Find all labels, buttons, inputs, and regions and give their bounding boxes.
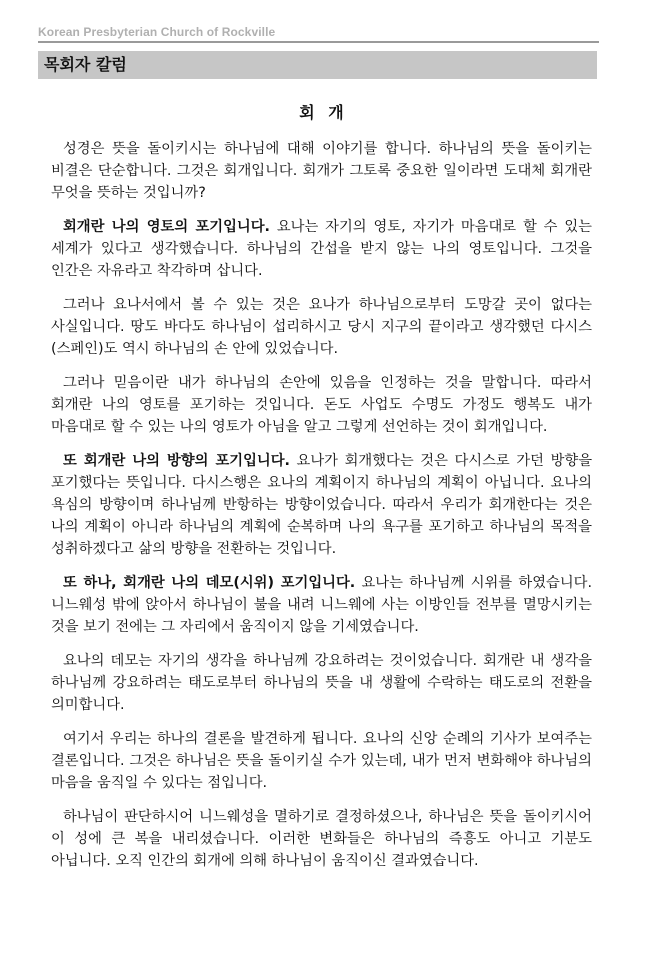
church-name: Korean Presbyterian Church of Rockville	[38, 25, 276, 39]
paragraph	[51, 138, 592, 204]
paragraph	[51, 372, 592, 438]
paragraph-text: 요나가 회개했다는 것은 다시스로 가던 방향을 포기했다는 뜻입니다. 다시스행은 요나의 계획이지 하나님의 계획이 아닙니다. 요나의 욕심의 방향이며 하나님께 반항하는 방향이었습니다. 따라서 우리가 회개한다는 것은 나의 계획이 아니라 하나님의 계획에 순복하며 나의 욕구를 포기하고 하나님의 목적을 성취하겠다고 삶의 방향을 전환하는 것입니다.	[51, 453, 592, 557]
paragraph-text: 요나는 자기의 영토, 자기가 마음대로 할 수 있는 세계가 있다고 생각했습니다. 하나님의 간섭을 받지 않는 나의 영토입니다. 그것을 인간은 자유라고 착각하며 삽니다.	[51, 219, 592, 279]
article-body	[51, 138, 592, 884]
paragraph	[51, 806, 592, 872]
paragraph-text: 하나님이 판단하시어 니느웨성을 멸하기로 결정하셨으나, 하나님은 뜻을 돌이키시어 이 성에 큰 복을 내리셨습니다. 이러한 변화들은 하나님의 즉흥도 아니고 기분도 아닙니다. 오직 인간의 회개에 의해 하나님이 움직이신 결과였습니다.	[51, 809, 592, 869]
article-title: 회 개	[299, 103, 348, 122]
paragraph-text: 여기서 우리는 하나의 결론을 발견하게 됩니다. 요나의 신앙 순례의 기사가 보여주는 결론입니다. 그것은 하나님은 뜻을 돌이키실 수가 있는데, 내가 먼저 변화해야 하나님의 마음을 움직일 수 있다는 점입니다.	[51, 731, 592, 791]
paragraph-text: 그러나 믿음이란 내가 하나님의 손안에 있음을 인정하는 것을 말합니다. 따라서 회개란 나의 영토를 포기하는 것입니다. 돈도 사업도 수명도 가정도 행복도 내가 마음대로 할 수 있는 나의 영토가 아님을 알고 그렇게 선언하는 것이 회개입니다.	[51, 375, 592, 435]
paragraph-lead: 또 하나, 회개란 나의 데모(시위) 포기입니다.	[63, 575, 356, 591]
paragraph	[51, 450, 592, 560]
section-header	[38, 51, 597, 79]
paragraph-text: 그러나 요나서에서 볼 수 있는 것은 요나가 하나님으로부터 도망갈 곳이 없다는 사실입니다. 땅도 바다도 하나님이 섭리하시고 당시 지구의 끝이라고 생각했던 다시스(스페인)도 역시 하나님의 손 안에 있었습니다.	[51, 297, 592, 357]
section-title: 목회자 칼럼	[44, 55, 127, 74]
paragraph-lead: 회개란 나의 영토의 포기입니다.	[63, 219, 270, 235]
paragraph-text: 요나는 하나님께 시위를 하였습니다. 니느웨성 밖에 앉아서 하나님이 불을 내려 니느웨에 사는 이방인들 전부를 멸망시키는 것을 보기 전에는 그 자리에서 움직이지 않을 기세였습니다.	[51, 575, 592, 635]
paragraph-lead: 또 회개란 나의 방향의 포기입니다.	[63, 453, 290, 469]
paragraph-text: 요나의 데모는 자기의 생각을 하나님께 강요하려는 것이었습니다. 회개란 내 생각을 하나님께 강요하려는 태도로부터 하나님의 뜻을 내 생활에 수락하는 태도로의 전환을 의미합니다.	[51, 653, 592, 713]
masthead	[38, 21, 599, 43]
paragraph	[51, 294, 592, 360]
paragraph	[51, 572, 592, 638]
paragraph	[51, 216, 592, 282]
paragraph-text: 성경은 뜻을 돌이키시는 하나님에 대해 이야기를 합니다. 하나님의 뜻을 돌이키는 비결은 단순합니다. 그것은 회개입니다. 회개가 그토록 중요한 일이라면 도대체 회개란 무엇을 뜻하는 것입니까?	[51, 141, 592, 201]
paragraph	[51, 650, 592, 716]
paragraph	[51, 728, 592, 794]
